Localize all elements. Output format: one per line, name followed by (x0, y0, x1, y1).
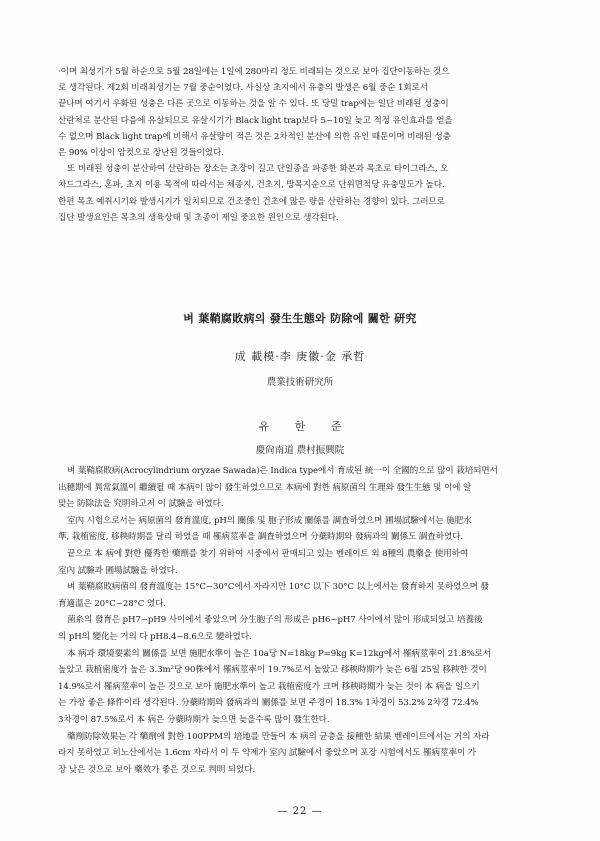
body-paragraph-1 (58, 463, 550, 513)
text-line: 차드그라스, 혼파, 초지 이용 목적에 따라서는 체종지, 건초지, 방목지순으로 단위면적당 유충밀도가 높다. (58, 180, 445, 191)
text-line: 라지 못하였고 히노산에서는 1.6cm 자라서 이 두 약제가 室內 試驗에서 좋았으며 포장 시험에서도 罹病莖率이 가 (58, 748, 476, 759)
paper-title: 벼 葉鞘腐敗病의 發生生態와 防除에 關한 研究 (183, 312, 417, 325)
text-line: 벼 葉鞘腐敗病菌의 發育溫度는 15°C~30°C에서 자라지만 10°C 以下 30°C 以上에서는 發育하지 못하였으며 發 (67, 582, 489, 593)
body-paragraph-5 (58, 612, 550, 645)
text-line: 높았고 栽植密度가 높은 3.3m²당 90株에서 罹病莖率이 19.7%로서 높았고 移秧時期가 늦은 6월 25일 移秧한 것이 (58, 665, 487, 676)
text-line: 로 생각된다. 제2회 비래최성기는 7월 중순이었다. 사실상 초지에서 유충의 발생은 6월 중순 1회로서 (58, 83, 428, 94)
body-paragraph-3 (58, 546, 550, 579)
text-line: 장 낮은 것으로 보아 藥效가 좋은 것으로 判明 되었다. (58, 764, 256, 775)
intro-paragraph-1 (58, 64, 550, 161)
text-line: 한편 목초 예취시기와 발생시기가 일치되므로 건조중인 건초에 많은 량을 산란하는 경향이 있다. 그러므로 (58, 196, 445, 207)
body-paragraph-4 (58, 579, 550, 612)
text-line: 벼 葉鞘腐敗病(Acrocylindrium oryzae Sawada)은 Indica type에서 育成된 統一이 全國的으로 많이 栽培되면서 (67, 466, 498, 476)
text-line: 산란처로 분산된 다음에 유살되므로 유살시기가 Black light trap보다 5~10일 늦고 적정 유인효과를 얻을 (58, 115, 453, 126)
text-line: 室內 試驗과 圃場試驗을 하였다. (58, 565, 178, 576)
text-line: 3차경이 87.5%로서 本 病은 分蘗時期가 늦으면 늦을수록 많이 發生한다. (58, 714, 330, 725)
intro-paragraph-2 (58, 161, 550, 226)
text-line: 또 비래된 성충이 분산하여 산란하는 장소는 초장이 길고 단일종을 파종한 화본과 목초로 타이그라스, 오 (67, 164, 449, 175)
text-line: 는 가장 좋은 條件이라 생각된다. 分蘗時期와 發病과의 關係를 보면 주경이 18.3% 1차경이 53.2% 2차경 72.4% (58, 698, 479, 709)
text-line: 育適溫은 20°C~28°C 였다. (58, 598, 166, 609)
text-line: 집단 발생요인은 목초의 생육상태 및 초종이 제일 중요한 원인으로 생각된다. (58, 212, 339, 223)
text-line: 準, 栽植密度, 移秧時期를 달리 하였을 때 罹病莖率을 調査하였으며 分蘗時期와 發病과의 關係도 調査하였다. (58, 532, 464, 543)
institution-1: 農業技術研究所 (266, 377, 334, 388)
text-line: ·이며 최성기가 5월 하순으로 5월 28일에는 1일에 280마리 정도 비래되는 것으로 보아 집단이동하는 것으 (58, 67, 450, 77)
text-line: 맞는 防除法을 究明하고저 이 試驗을 하였다. (58, 499, 224, 510)
body-paragraph-6 (58, 646, 550, 729)
intro-text-block (58, 64, 550, 226)
page-number: — 22 — (277, 806, 323, 817)
institution-2: 慶尙南道 農村振興院 (255, 445, 345, 456)
text-line: 끝으로 本 病에 對한 優秀한 藥劑를 찾기 위하여 시중에서 판매되고 있는 벤레이트 외 8種의 農藥을 使用하여 (67, 548, 469, 559)
author-list-2: 유 한 준 (258, 420, 342, 433)
body-paragraph-7 (58, 729, 550, 779)
text-line: 은 90% 이상이 암컷으로 장난된 것들이었다. (58, 148, 224, 159)
text-line: 끝나며 여기서 우화된 성충은 다른 곳으로 이동하는 것을 알 수 있다. 또 당밀 trap에는 일단 비래된 성충이 (58, 99, 449, 110)
abstract-text-block (58, 463, 550, 778)
author-list-1: 成 載模·李 庚徽·金 承哲 (234, 350, 366, 363)
text-line: 室內 시험으로서는 病原菌의 發育溫度, pH의 關係 및 胞子形成 關係를 調査하였으며 圃場試驗에서는 施肥水 (67, 515, 472, 526)
body-paragraph-2 (58, 513, 550, 546)
text-line: 수 없으며 Black light trap에 비해서 유살량이 적은 것은 2차적인 분산에 의한 유인 때문이며 비래된 성충 (58, 131, 451, 142)
text-line: 藥劑防除效果는 각 藥劑에 對한 100PPM의 培地를 만들어 本 病의 균층을 接種한 結果 벤레이트에서는 거의 자라 (67, 731, 490, 742)
text-line: 의 pH의 變化는 거의 다 pH8.4~8.6으로 變하였다. (58, 631, 252, 642)
text-line: 出穗期에 異常氣溫이 繼續될 때 本病이 많이 發生하였으므로 本病에 對한 病原菌의 生理와 發生生態 및 이에 알 (58, 482, 472, 493)
text-line: 菌糸의 發育은 pH7~pH9 사이에서 좋았으며 分生胞子의 形成은 pH6~pH7 사이에서 많이 形成되었고 培養後 (67, 615, 483, 626)
text-line: 14.9%로서 罹病莖率이 높은 것으로 보아 施肥水準이 높고 栽植密度가 크며 移秧時期가 늦는 것이 本 病을 일으키 (58, 681, 480, 692)
text-line: 本 病과 環境要素의 關係를 보면 施肥水準이 높은 10a당 N=18kg P=9kg K=12kg에서 罹病莖率이 21.8%로서 (67, 648, 491, 659)
